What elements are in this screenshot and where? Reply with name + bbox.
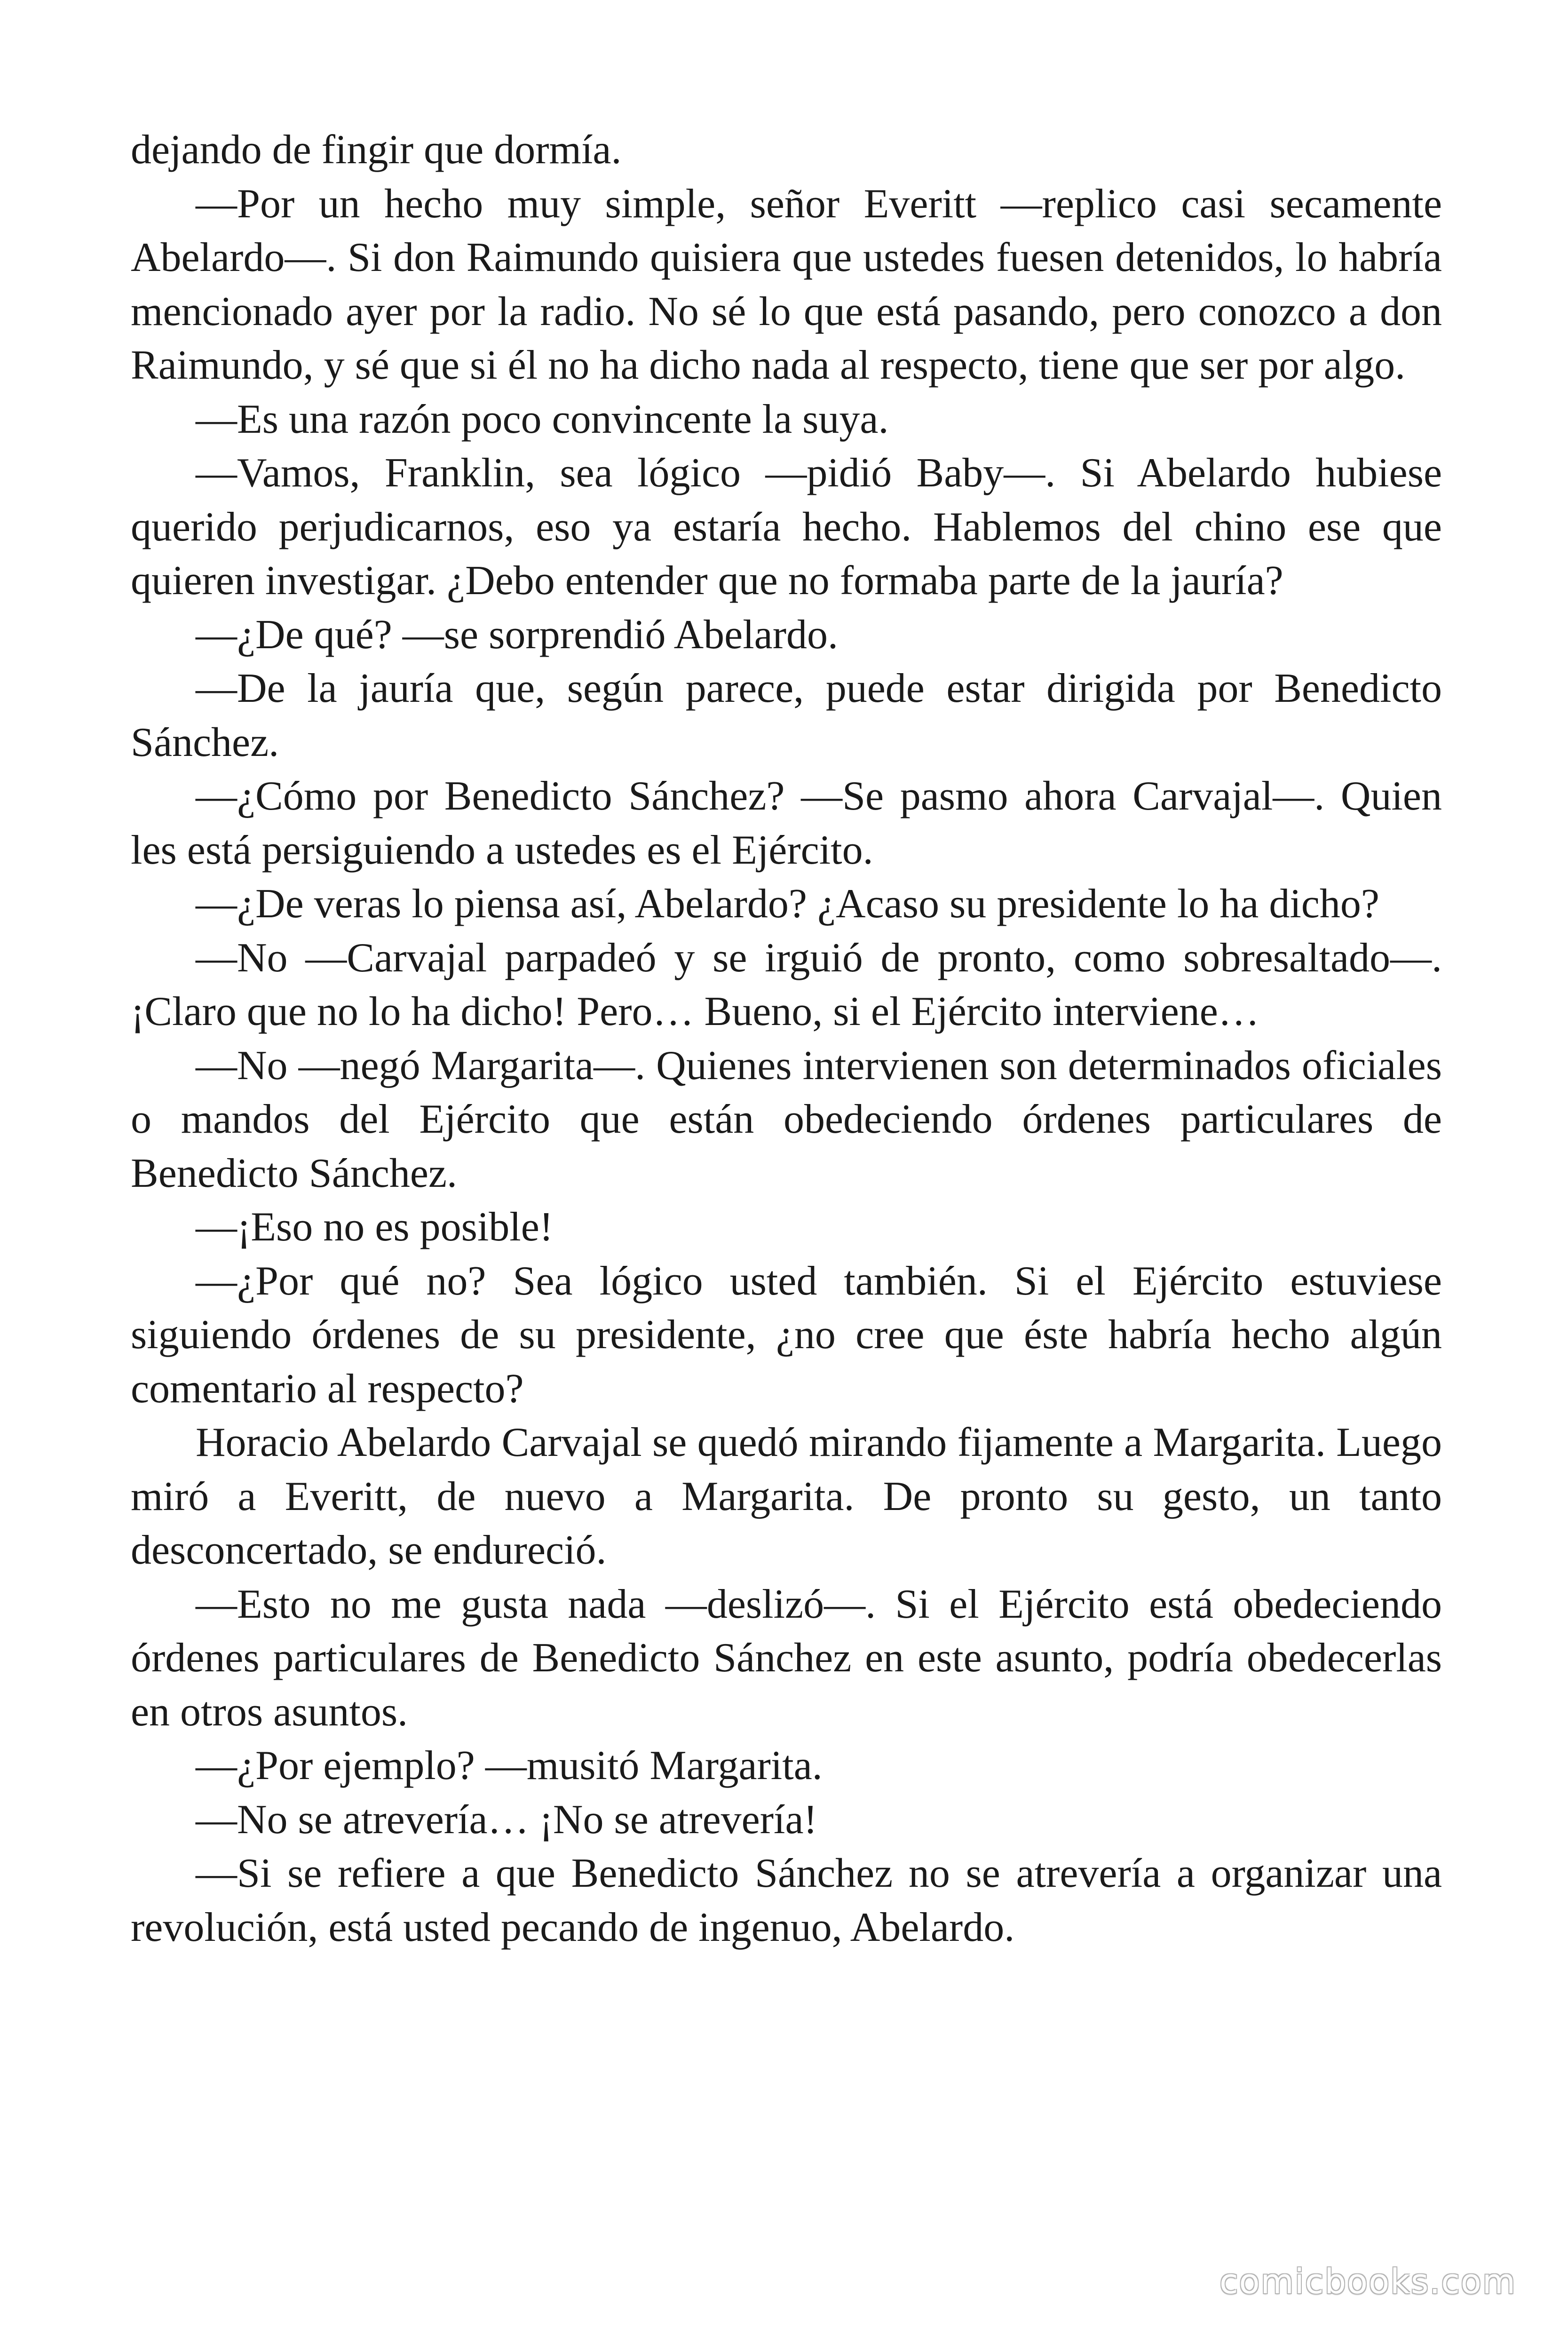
paragraph-15: —¿Por ejemplo? —musitó Margarita. [196,1743,823,1788]
paragraph-2: —Por un hecho muy simple, señor Everitt —replico casi secamente Abelardo—. Si don Raimundo quisiera que ustedes fuesen detenidos, lo habría mencionado ayer por la radio. No sé lo que está pasando, pero conozco a don Raimundo, y sé que si él no ha dicho nada al respecto, tiene que ser por algo. [131,181,1442,388]
paragraph-9: —No —Carvajal parpadeó y se irguió de pronto, como sobresaltado—. ¡Claro que no lo ha dicho! Pero… Bueno, si el Ejército interviene… [131,935,1442,1034]
watermark: comicbooks.com [1219,2262,1516,2301]
paragraph-10: —No —negó Margarita—. Quienes intervienen son determinados oficiales o mandos del Ejército que están obedeciendo órdenes particulares de Benedicto Sánchez. [131,1042,1442,1196]
paragraph-12: —¿Por qué no? Sea lógico usted también. Si el Ejército estuviese siguiendo órdenes de su presidente, ¿no cree que éste habría hecho algún comentario al respecto? [131,1258,1442,1412]
paragraph-4: —Vamos, Franklin, sea lógico —pidió Baby—. Si Abelardo hubiese querido perjudicarnos, eso ya estaría hecho. Hablemos del chino ese que quieren investigar. ¿Debo entender que no formaba parte de la jauría? [131,450,1442,604]
paragraph-13: Horacio Abelardo Carvajal se quedó mirando fijamente a Margarita. Luego miró a Everitt, de nuevo a Margarita. De pronto su gesto, un tanto desconcertado, se endureció. [131,1420,1442,1573]
paragraph-17: —Si se refiere a que Benedicto Sánchez no se atrevería a organizar una revolución, está usted pecando de ingenuo, Abelardo. [131,1851,1442,1950]
paragraph-5: —¿De qué? —se sorprendió Abelardo. [196,612,839,658]
paragraph-8: —¿De veras lo piensa así, Abelardo? ¿Acaso su presidente lo ha dicho? [196,881,1379,927]
paragraph-1: dejando de fingir que dormía. [131,127,622,173]
page-body [131,123,1442,1955]
paragraph-14: —Esto no me gusta nada —deslizó—. Si el Ejército está obedeciendo órdenes particulares de Benedicto Sánchez en este asunto, podría obedecerlas en otros asuntos. [131,1581,1442,1735]
paragraph-6: —De la jauría que, según parece, puede estar dirigida por Benedicto Sánchez. [131,666,1442,765]
paragraph-16: —No se atrevería… ¡No se atrevería! [196,1796,817,1843]
paragraph-7: —¿Cómo por Benedicto Sánchez? —Se pasmo ahora Carvajal—. Quien les está persiguiendo a ustedes es el Ejército. [131,773,1442,873]
paragraph-3: —Es una razón poco convincente la suya. [196,396,889,442]
paragraph-11: —¡Eso no es posible! [196,1204,554,1250]
